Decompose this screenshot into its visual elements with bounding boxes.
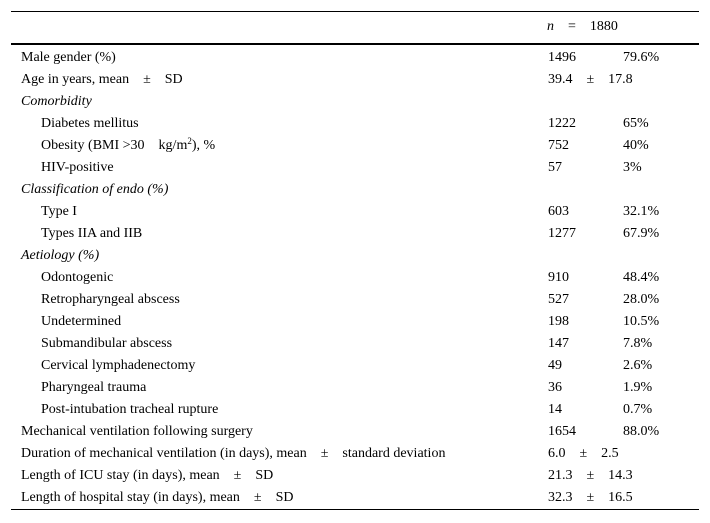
table-row — [11, 201, 699, 223]
row-label: Type I — [41, 204, 77, 219]
row-percent: 2.6% — [623, 358, 653, 373]
table-row — [11, 355, 699, 377]
table-body — [11, 47, 699, 509]
n-symbol: n — [547, 19, 554, 34]
table-row — [11, 113, 699, 135]
table-row — [11, 157, 699, 179]
row-percent: 3% — [623, 160, 642, 175]
table-row — [11, 267, 699, 289]
category-label: Comorbidity — [21, 94, 92, 109]
sample-size-value: = 1880 — [554, 19, 618, 34]
row-label: Odontogenic — [41, 270, 114, 285]
row-count: 32.3 ± 16.5 — [548, 490, 633, 505]
row-label: Duration of mechanical ventilation (in days), mean ± standard deviation — [21, 446, 446, 461]
row-label: Post-intubation tracheal rupture — [41, 402, 219, 417]
row-percent: 0.7% — [623, 402, 653, 417]
row-percent: 88.0% — [623, 424, 660, 439]
row-count: 198 — [548, 314, 569, 329]
row-count: 527 — [548, 292, 569, 307]
row-count: 39.4 ± 17.8 — [548, 72, 633, 87]
row-label: Length of ICU stay (in days), mean ± SD — [21, 468, 274, 483]
row-percent: 40% — [623, 138, 649, 153]
row-label — [41, 135, 215, 157]
row-count: 1654 — [548, 424, 576, 439]
row-count: 1496 — [548, 50, 576, 65]
category-label: Classification of endo (%) — [21, 182, 169, 197]
row-percent: 48.4% — [623, 270, 660, 285]
row-percent: 28.0% — [623, 292, 660, 307]
data-table — [11, 11, 699, 510]
row-label: Age in years, mean ± SD — [21, 72, 183, 87]
row-label-suffix: ), % — [191, 138, 216, 153]
category-row — [11, 245, 699, 267]
row-percent: 32.1% — [623, 204, 660, 219]
row-label: Mechanical ventilation following surgery — [21, 424, 253, 439]
table-header — [11, 12, 699, 45]
row-count: 752 — [548, 138, 569, 153]
table-row — [11, 377, 699, 399]
category-row — [11, 91, 699, 113]
row-label: Undetermined — [41, 314, 122, 329]
row-percent: 1.9% — [623, 380, 653, 395]
row-count: 14 — [548, 402, 562, 417]
row-label: Diabetes mellitus — [41, 116, 139, 131]
row-percent: 67.9% — [623, 226, 660, 241]
row-count: 603 — [548, 204, 569, 219]
row-count: 6.0 ± 2.5 — [548, 446, 619, 461]
row-label-superscript: 2 — [187, 136, 192, 146]
table-row — [11, 399, 699, 421]
row-label-main: Obesity (BMI >30 kg/m — [41, 138, 188, 153]
row-label: Male gender (%) — [21, 50, 116, 65]
table-row — [11, 465, 699, 487]
table-row — [11, 47, 699, 69]
row-percent: 65% — [623, 116, 649, 131]
row-count: 1277 — [548, 226, 576, 241]
table-row — [11, 69, 699, 91]
row-count: 49 — [548, 358, 562, 373]
category-row — [11, 179, 699, 201]
row-percent: 10.5% — [623, 314, 660, 329]
row-percent: 79.6% — [623, 50, 660, 65]
table-row — [11, 487, 699, 509]
table-row — [11, 289, 699, 311]
row-label: Submandibular abscess — [41, 336, 173, 351]
row-label: Retropharyngeal abscess — [41, 292, 180, 307]
table-row — [11, 421, 699, 443]
table-row — [11, 135, 699, 157]
table-row — [11, 333, 699, 355]
row-count: 36 — [548, 380, 562, 395]
row-count: 910 — [548, 270, 569, 285]
row-label: Types IIA and IIB — [41, 226, 143, 241]
row-label: Pharyngeal trauma — [41, 380, 147, 395]
table-row — [11, 311, 699, 333]
row-label: Length of hospital stay (in days), mean ± SD — [21, 490, 294, 505]
row-label: Cervical lymphadenectomy — [41, 358, 196, 373]
category-label: Aetiology (%) — [21, 248, 100, 263]
row-percent: 7.8% — [623, 336, 653, 351]
table-row — [11, 443, 699, 465]
row-count: 57 — [548, 160, 562, 175]
row-label: HIV-positive — [41, 160, 114, 175]
table-row — [11, 223, 699, 245]
row-count: 1222 — [548, 116, 576, 131]
row-count: 147 — [548, 336, 569, 351]
row-count: 21.3 ± 14.3 — [548, 468, 633, 483]
sample-size-label — [547, 18, 618, 36]
